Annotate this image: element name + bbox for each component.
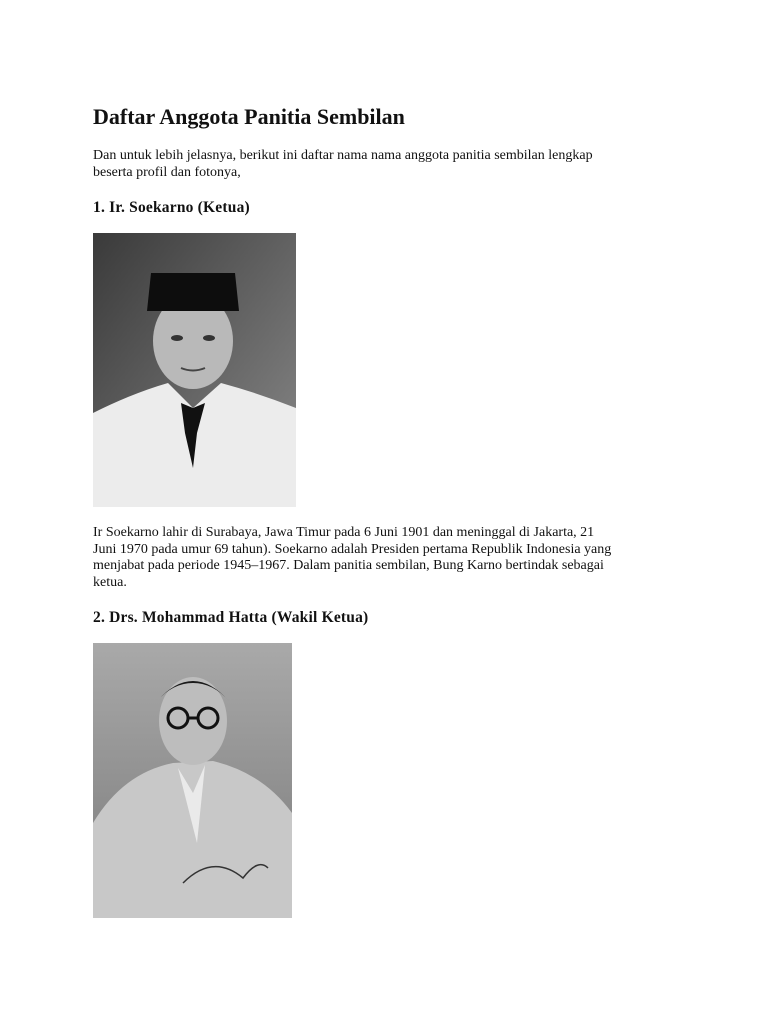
bio-line: Juni 1970 pada umur 69 tahun). Soekarno adalah Presiden pertama Republik Indonesia yang <box>93 541 612 557</box>
intro-line: Dan untuk lebih jelasnya, berikut ini daftar nama nama anggota panitia sembilan lengkap <box>93 148 593 163</box>
member-heading-hatta: 2. Drs. Mohammad Hatta (Wakil Ketua) <box>93 609 369 626</box>
page-title: Daftar Anggota Panitia Sembilan <box>93 104 405 129</box>
member-heading-soekarno: 1. Ir. Soekarno (Ketua) <box>93 199 250 216</box>
soekarno-bio <box>93 525 611 591</box>
intro-paragraph <box>93 148 593 181</box>
soekarno-photo <box>93 233 296 507</box>
bio-line: Ir Soekarno lahir di Surabaya, Jawa Timur pada 6 Juni 1901 dan meninggal di Jakarta, 21 <box>93 525 595 540</box>
hatta-photo <box>93 643 292 918</box>
intro-line: beserta profil dan fotonya, <box>93 164 241 180</box>
bio-line: menjabat pada periode 1945–1967. Dalam panitia sembilan, Bung Karno bertindak sebagai <box>93 558 604 573</box>
bio-line: ketua. <box>93 574 127 590</box>
